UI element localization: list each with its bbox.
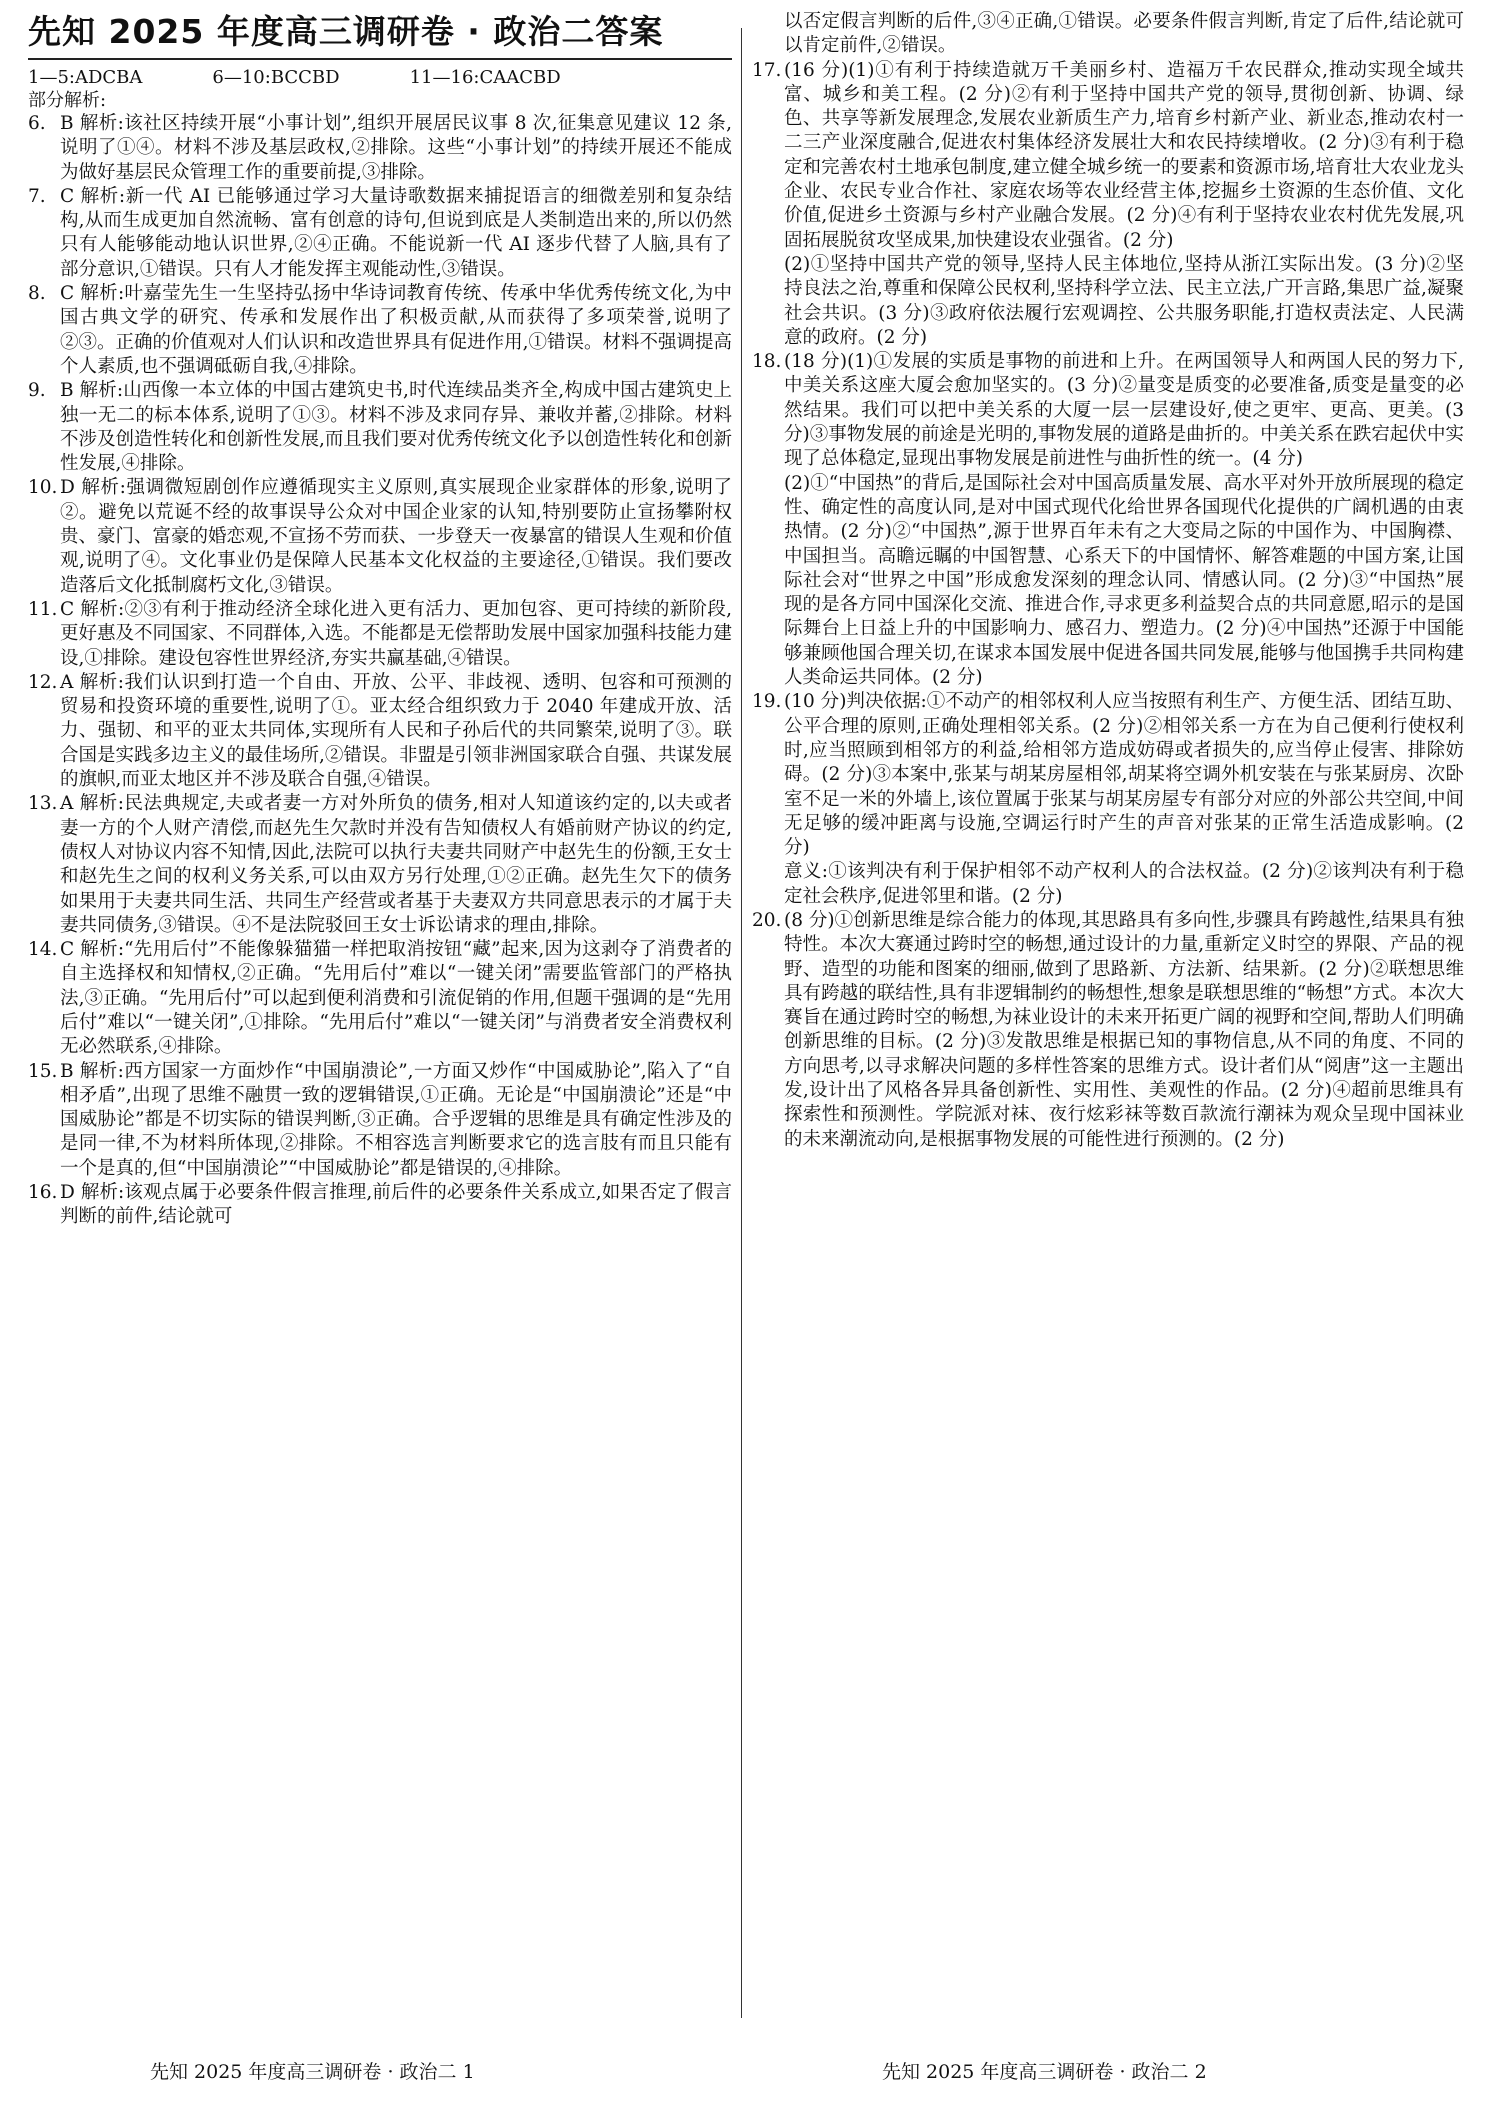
analysis-item-10 (28, 476, 732, 597)
item-number: 20. (752, 909, 782, 931)
analysis-item-16-continued: 以否定假言判断的后件,③④正确,①错误。必要条件假言判断,肯定了后件,结论就可以肯定前件,②错误。 (784, 11, 1464, 57)
item-text: C 解析:“先用后付”不能像躲猫猫一样把取消按钮“藏”起来,因为这剥夺了消费者的自主选择权和知情权,②正确。“先用后付”难以“一键关闭”需要监管部门的严格执法,③正确。“先用后付”可以起到便利消费和引流促销的作用,但题干强调的是“先用后付”难以“一键关闭”,①排除。“先用后付”难以“一键关闭”与消费者安全消费权利无必然联系,④排除。 (60, 939, 732, 1058)
item-text: (8 分)①创新思维是综合能力的体现,其思路具有多向性,步骤具有跨越性,结果具有独特性。本次大赛通过跨时空的畅想,通过设计的力量,重新定义时空的界限、产品的视野、造型的功能和图案的细丽,做到了思路新、方法新、结果新。(2 分)②联想思维具有跨越的联结性,具有非逻辑制约的畅想性,想象是联想思维的“畅想”方式。本次大赛旨在通过跨时空的畅想,为袜业设计的未来开拓更广阔的视野和空间,帮助人们明确创新思维的目标。(2 分)③发散思维是根据已知的事物信息,从不同的角度、不同的方向思考,以寻求解决问题的多样性答案的思维方式。设计者们从“阅唐”这一主题出发,设计出了风格各异具备创新性、实用性、美观性的作品。(2 分)④超前思维具有探索性和预测性。学院派对袜、夜行炫彩袜等数百款流行潮袜为观众呈现中国袜业的未来潮流动向,是根据事物发展的可能性进行预测的。(2 分) (784, 909, 1464, 1150)
item-number: 9. (28, 380, 46, 402)
item-number: 17. (752, 59, 782, 81)
item-number: 6. (28, 113, 46, 134)
column-divider (741, 28, 742, 2018)
left-column (28, 10, 732, 2020)
answer-item-19 (752, 690, 1464, 860)
page-title: 先知 2025 年度高三调研卷 · 政治二答案 (28, 10, 732, 60)
answer-key-row (28, 66, 732, 89)
item-text: D 解析:强调微短剧创作应遵循现实主义原则,真实展现企业家群体的形象,说明了②。避免以荒诞不经的故事误导公众对中国企业家的认知,特别要防止宣扬攀附权贵、豪门、富豪的婚恋观,不宣扬不劳而获、一步登天一夜暴富的错误人生观和价值观,说明了④。文化事业仍是保障人民基本文化权益的主要途径,①错误。我们要改造落后文化抵制腐朽文化,③错误。 (60, 477, 732, 596)
item-number: 11. (28, 598, 58, 620)
item-text: (10 分)判决依据:①不动产的相邻权利人应当按照有利生产、方便生活、团结互助、公平合理的原则,正确处理相邻关系。(2 分)②相邻关系一方在为自己便利行使权利时,应当照顾到相邻方的利益,给相邻方造成妨碍或者损失的,应当停止侵害、排除妨碍。(2 分)③本案中,张某与胡某房屋相邻,胡某将空调外机安装在与张某厨房、次卧室不足一米的外墙上,该位置属于张某与胡某房屋专有部分对应的外部公共空间,中间无足够的缓冲距离与设施,空调运行时产生的声音对张某的正常生活造成影响。(2 分) (784, 691, 1464, 859)
item-number: 10. (28, 477, 58, 499)
item-number: 8. (28, 283, 46, 305)
answer-key-6-10: 6—10:BCCBD (212, 67, 340, 88)
answer-item-19-significance: 意义:①该判决有利于保护相邻不动产权利人的合法权益。(2 分)②该判决有利于稳定社会秩序,促进邻里和谐。(2 分) (784, 861, 1464, 907)
analysis-item-16 (28, 1181, 732, 1230)
item-number: 16. (28, 1182, 58, 1204)
analysis-item-9 (28, 379, 732, 476)
right-column (752, 10, 1464, 2020)
analysis-item-14 (28, 938, 732, 1059)
item-number: 7. (28, 185, 46, 207)
item-number: 19. (752, 691, 782, 713)
footer-page-1: 先知 2025 年度高三调研卷 · 政治二 1 (150, 2061, 475, 2083)
analysis-item-7 (28, 185, 732, 282)
item-text: (18 分)(1)①发展的实质是事物的前进和上升。在两国领导人和两国人民的努力下,中美关系这座大厦会愈加坚实的。(3 分)②量变是质变的必要准备,质变是量变的必然结果。我们可以把中美关系的大厦一层一层建设好,使之更牢、更高、更美。(3 分)③事物发展的前途是光明的,事物发展的道路是曲折的。中美关系在跌宕起伏中实现了总体稳定,显现出事物发展是前进性与曲折性的统一。(4 分) (784, 351, 1464, 470)
analysis-item-12 (28, 671, 732, 792)
item-text: C 解析:新一代 AI 已能够通过学习大量诗歌数据来捕捉语言的细微差别和复杂结构,从而生成更加自然流畅、富有创意的诗句,但说到底是人类制造出来的,所以仍然只有人能够能动地认识世界,②④正确。不能说新一代 AI 逐步代替了人脑,具有了部分意识,①错误。只有人才能发挥主观能动性,③错误。 (60, 185, 732, 280)
answer-key-1-5: 1—5:ADCBA (28, 67, 143, 88)
answer-item-17-part-2: (2)①坚持中国共产党的领导,坚持人民主体地位,坚持从浙江实际出发。(3 分)②坚持良法之治,尊重和保障公民权利,坚持科学立法、民主立法,广开言路,集思广益,凝聚社会共识。(3 分)③政府依法履行宏观调控、公共服务职能,打造权责法定、人民满意的政府。(2 分) (784, 253, 1464, 348)
analysis-item-11 (28, 598, 732, 671)
item-number: 12. (28, 671, 58, 693)
footer-page-2: 先知 2025 年度高三调研卷 · 政治二 2 (882, 2061, 1207, 2083)
answer-item-18-part-2: (2)①“中国热”的背后,是国际社会对中国高质量发展、高水平对外开放所展现的稳定性、确定性的高度认同,是对中国式现代化给世界各国现代化提供的广阔机遇的由衷热情。(2 分)②“中国热”,源于世界百年未有之大变局之际的中国作为、中国胸襟、中国担当。高瞻远瞩的中国智慧、心系天下的中国情怀、解答难题的中国方案,让国际社会对“世界之中国”形成愈发深刻的理念认同、情感认同。(2 分)③“中国热”展现的是各方同中国深化交流、推进合作,寻求更多利益契合点的共同意愿,昭示的是国际舞台上日益上升的中国影响力、感召力、塑造力。(2 分)④中国热”还源于中国能够兼顾他国合理关切,在谋求本国发展中促进各国共同发展,能够与他国携手共同构建人类命运共同体。(2 分) (784, 472, 1464, 689)
item-text: B 解析:西方国家一方面炒作“中国崩溃论”,一方面又炒作“中国威胁论”,陷入了“自相矛盾”,出现了思维不融贯一致的逻辑错误,①正确。无论是“中国崩溃论”还是“中国威胁论”都是不切实际的错误判断,③正确。合乎逻辑的思维是具有确定性涉及的是同一律,不为材料所体现,②排除。不相容选言判断要求它的选言肢有而且只能有一个是真的,但“中国崩溃论”“中国威胁论”都是错误的,④排除。 (60, 1060, 732, 1179)
item-text: D 解析:该观点属于必要条件假言推理,前后件的必要条件关系成立,如果否定了假言判断的前件,结论就可 (60, 1182, 732, 1228)
item-number: 18. (752, 351, 782, 373)
item-text: (16 分)(1)①有利于持续造就万千美丽乡村、造福万千农民群众,推动实现全域共富、城乡和美工程。(2 分)②有利于坚持中国共产党的领导,贯彻创新、协调、绿色、共享等新发展理念,发展农业新质生产力,培育乡村新产业、新业态,推动农村一二三产业深度融合,促进农村集体经济发展壮大和农民持续增收。(2 分)③有利于稳定和完善农村土地承包制度,建立健全城乡统一的要素和资源市场,培育壮大农业龙头企业、农民专业合作社、家庭农场等农业经营主体,挖掘乡土资源的生态价值、文化价值,促进乡土资源与乡村产业融合发展。(2 分)④有利于坚持农业农村优先发展,巩固拓展脱贫攻坚成果,加快建设农业强省。(2 分) (784, 59, 1464, 251)
item-text: B 解析:山西像一本立体的中国古建筑史书,时代连续品类齐全,构成中国古建筑史上独一无二的标本体系,说明了①③。材料不涉及求同存异、兼收并蓄,②排除。材料不涉及创造性转化和创新性发展,而且我们要对优秀传统文化予以创造性转化和创新性发展,④排除。 (60, 380, 732, 475)
item-text: C 解析:②③有利于推动经济全球化进入更有活力、更加包容、更可持续的新阶段,更好惠及不同国家、不同群体,入选。不能都是无偿帮助发展中国家加强科技能力建设,①排除。建设包容性世界经济,夯实共赢基础,④错误。 (60, 598, 732, 669)
answer-item-18 (752, 350, 1464, 471)
item-text: C 解析:叶嘉莹先生一生坚持弘扬中华诗词教育传统、传承中华优秀传统文化,为中国古典文学的研究、传承和发展作出了积极贡献,从而获得了多项荣誉,说明了②③。正确的价值观对人们认识和改造世界具有促进作用,①错误。材料不强调提高个人素质,也不强调砥砺自我,④排除。 (60, 283, 732, 377)
item-text: A 解析:我们认识到打造一个自由、开放、公平、非歧视、透明、包容和可预测的贸易和投资环境的重要性,说明了①。亚太经合组织致力于 2040 年建成开放、活力、强韧、和平的亚太共同体,实现所有人民和子孙后代的共同繁荣,说明了③。联合国是实践多边主义的最佳场所,②错误。非盟是引领非洲国家联合自强、共谋发展的旗帜,而亚太地区并不涉及联合自强,④错误。 (60, 671, 732, 791)
answer-key-11-16: 11—16:CAACBD (409, 67, 561, 88)
analysis-item-15 (28, 1060, 732, 1181)
analysis-heading: 部分解析: (28, 90, 107, 111)
answer-item-20 (752, 909, 1464, 1152)
answer-item-17 (752, 59, 1464, 253)
analysis-item-8 (28, 282, 732, 379)
item-number: 15. (28, 1060, 58, 1082)
item-number: 13. (28, 793, 58, 815)
item-text: A 解析:民法典规定,夫或者妻一方对外所负的债务,相对人知道该约定的,以夫或者妻一方的个人财产清偿,而赵先生欠款时并没有告知债权人有婚前财产协议的约定,债权人对协议内容不知情,因此,法院可以执行夫妻共同财产中赵先生的份额,王女士和赵先生之间的权利义务关系,可以由双方另行处理,①②正确。赵先生欠下的债务如果用于夫妻共同生活、共同生产经营或者基于夫妻双方共同意思表示的才属于夫妻共同债务,③错误。④不是法院驳回王女士诉讼请求的理由,排除。 (60, 793, 732, 936)
analysis-item-6 (28, 112, 732, 185)
item-number: 14. (28, 939, 58, 961)
analysis-item-13 (28, 792, 732, 938)
item-text: B 解析:该社区持续开展“小事计划”,组织开展居民议事 8 次,征集意见建议 12 条,说明了①④。材料不涉及基层政权,②排除。这些“小事计划”的持续开展还不能成为做好基层民众管理工作的重要前提,③排除。 (60, 113, 732, 183)
